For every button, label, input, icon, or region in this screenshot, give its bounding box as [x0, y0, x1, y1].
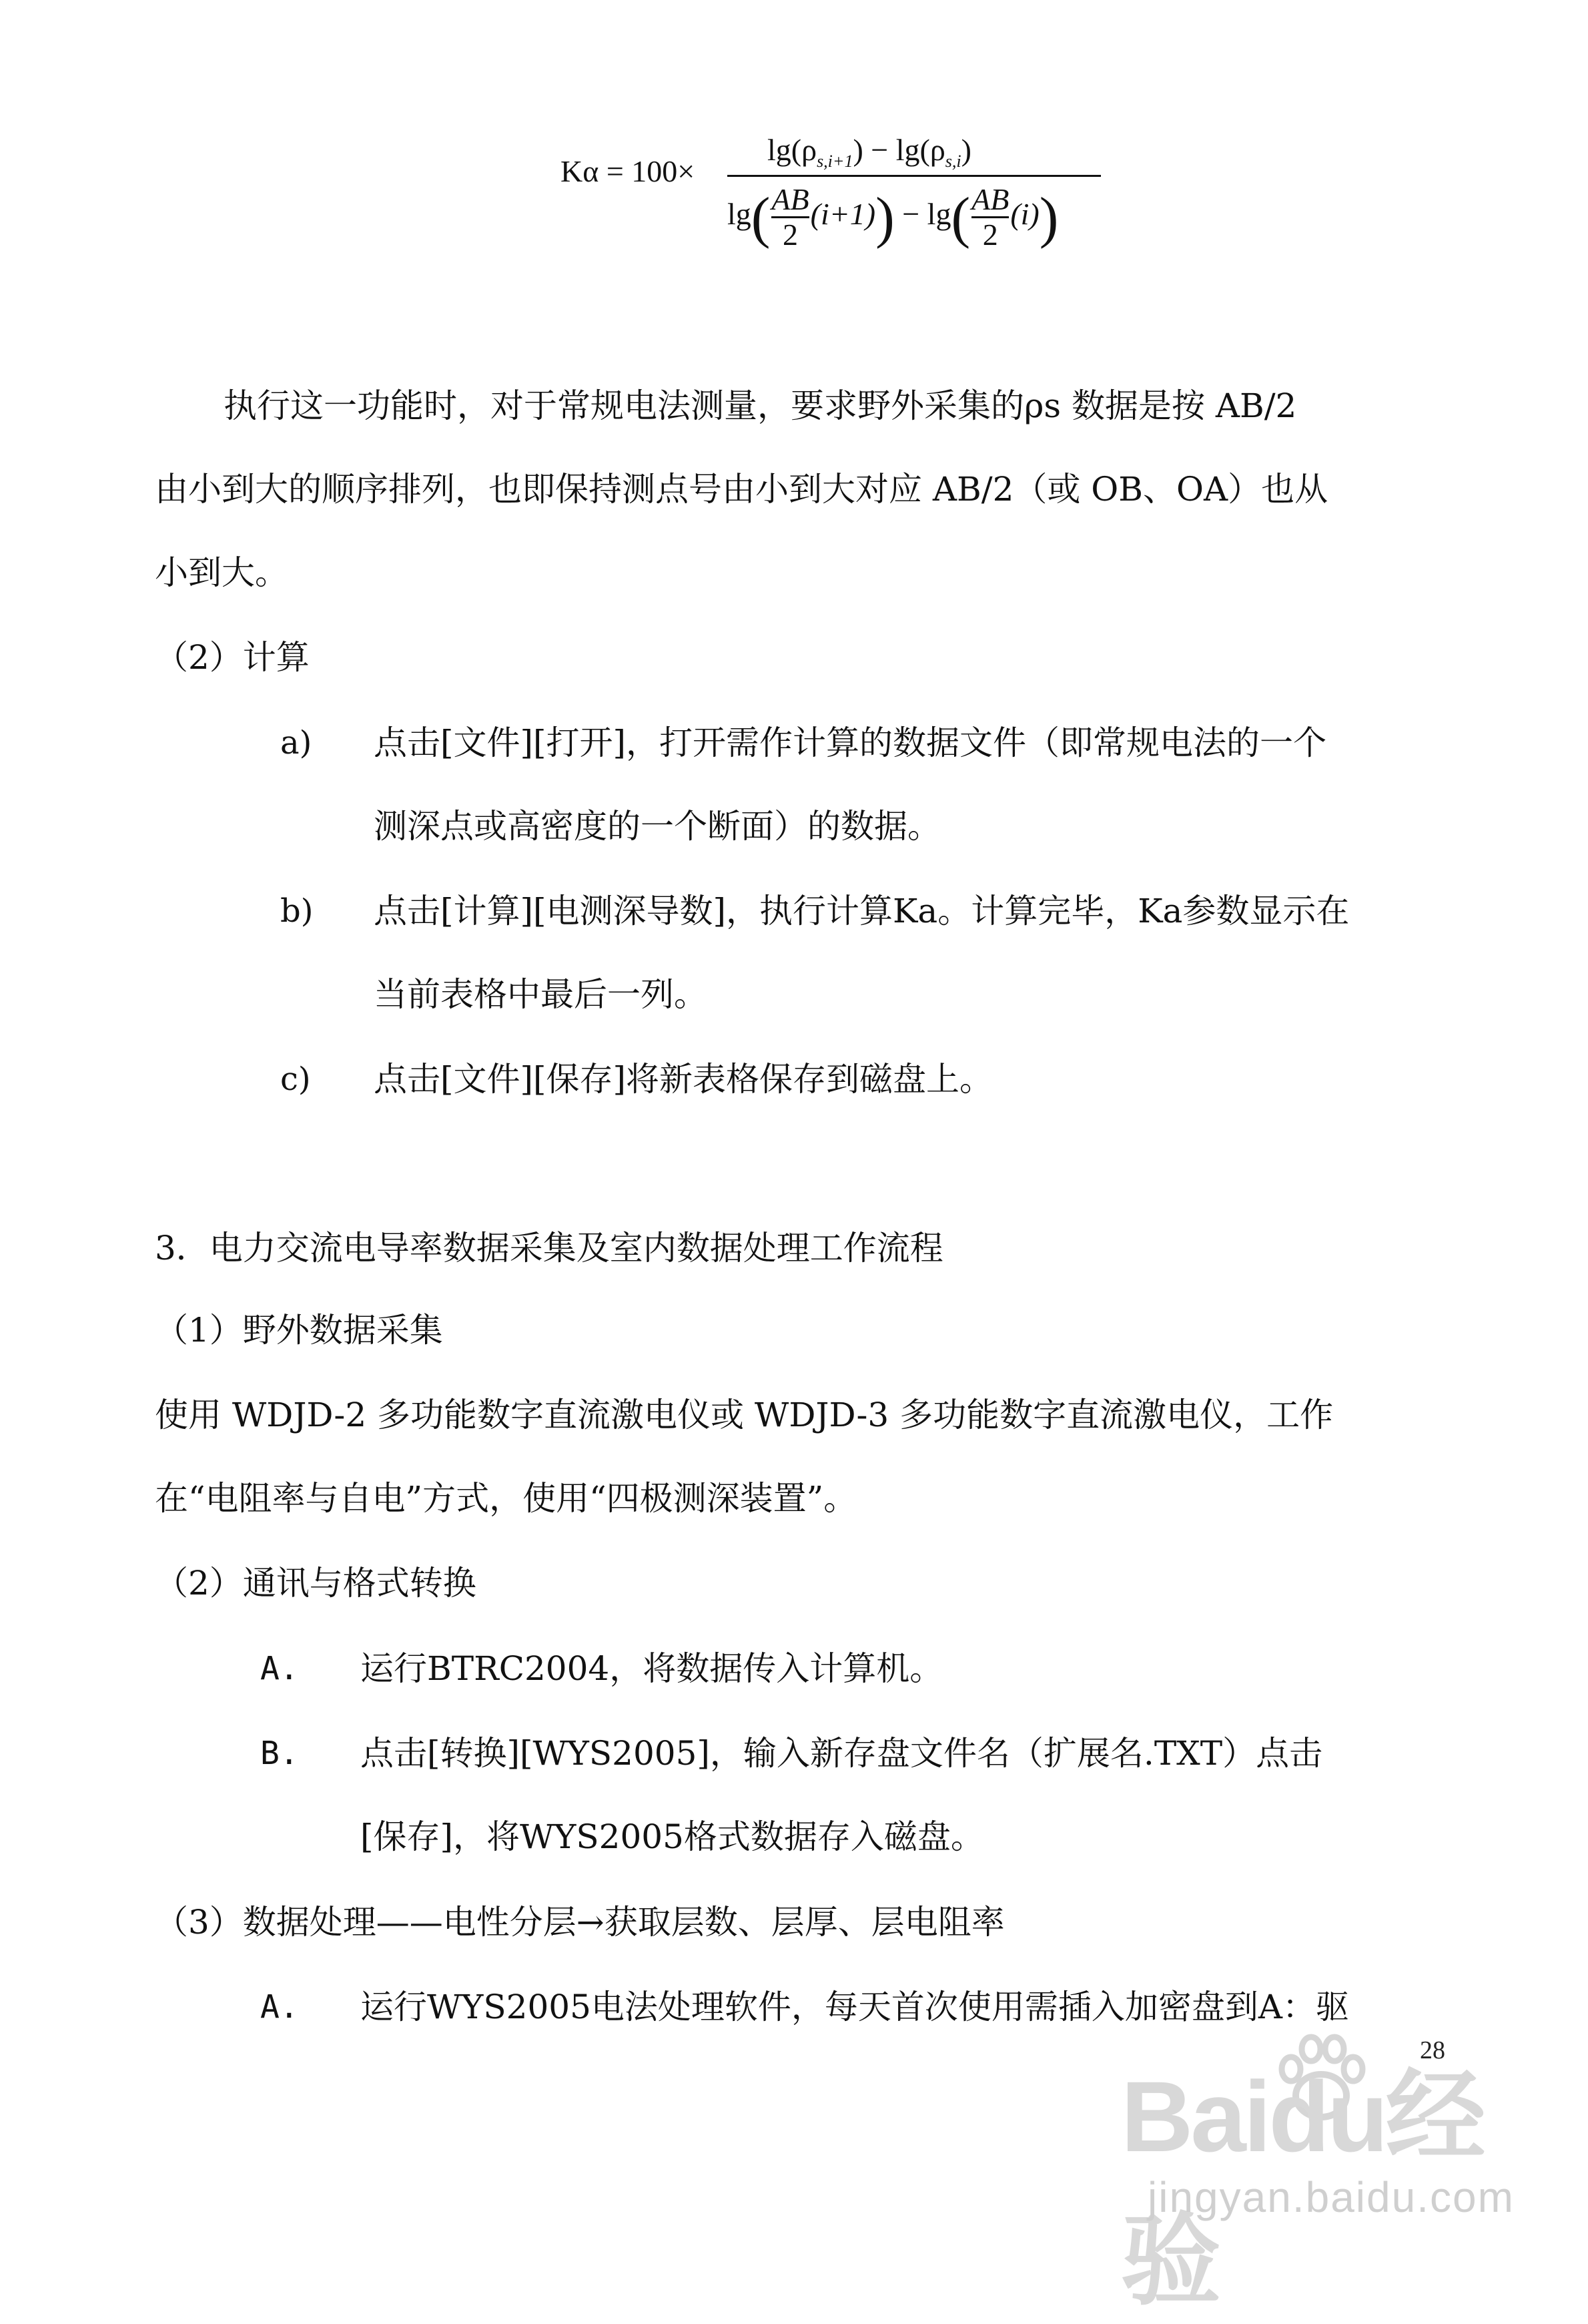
para1-line3: 小到大。 [155, 553, 288, 592]
section3-title: 3．电力交流电导率数据采集及室内数据处理工作流程 [155, 1229, 943, 1267]
para1-line2: 由小到大的顺序排列，也即保持测点号由小到大对应 AB/2（或 OB、OA）也从 [155, 470, 1328, 509]
sub2-item-b-line1: 点击[转换][WYS2005]，输入新存盘文件名（扩展名.TXT）点击 [360, 1734, 1323, 1773]
calc-item-a-line2: 测深点或高密度的一个断面）的数据。 [374, 807, 941, 846]
calc-item-c-line1: 点击[文件][保存]将新表格保存到磁盘上。 [374, 1060, 994, 1099]
sub2-item-b-line2: [保存]，将WYS2005格式数据存入磁盘。 [360, 1817, 984, 1856]
calc-item-b-label: b) [280, 892, 314, 930]
para1-line1: 执行这一功能时，对于常规电法测量，要求野外采集的ρs 数据是按 AB/2 [224, 386, 1297, 425]
formula-lhs: Kα = 100× [560, 154, 695, 188]
den-ab-frac-2: $\frac{AB}{2}$ [971, 182, 1010, 252]
calc-item-c-label: c) [280, 1061, 311, 1098]
den-arg-2: (i) [1010, 197, 1040, 232]
num-sub-b: s,i [945, 152, 961, 172]
sub3-item-a-label: A. [260, 1988, 299, 2026]
den-ab-frac-1: $\frac{AB}{2}$ [771, 182, 809, 252]
watermark-logo: Baidu经验 [1121, 2060, 1483, 2317]
formula-numerator [767, 132, 971, 172]
ka-formula [560, 113, 1094, 267]
sub2-item-b-label: B. [260, 1735, 299, 1772]
section3-sub3: （3）数据处理——电性分层→获取层数、层厚、层电阻率 [155, 1903, 1005, 1942]
sub2-item-a-label: A. [260, 1650, 299, 1687]
calc-item-a-line1: 点击[文件][打开]，打开需作计算的数据文件（即常规电法的一个 [374, 723, 1327, 762]
calc-item-b-line2: 当前表格中最后一列。 [374, 975, 707, 1014]
sub3-item-a-line1: 运行WYS2005电法处理软件，每天首次使用需插入加密盘到A：驱 [360, 1988, 1350, 2026]
num-part-c: ) [961, 133, 971, 167]
section3-sub1-line2: 在“电阻率与自电”方式，使用“四极测深装置”。 [155, 1479, 857, 1518]
num-part-a: lg(ρ [767, 133, 817, 167]
fraction-bar [727, 175, 1101, 177]
baidu-watermark [1121, 2029, 1548, 2317]
calc-item-b-line1: 点击[计算][电测深导数]，执行计算Ka。计算完毕，Ka参数显示在 [374, 892, 1350, 930]
num-sub-a: s,i+1 [817, 152, 853, 172]
num-part-b: ) − lg(ρ [853, 133, 945, 167]
sub2-item-a-line1: 运行BTRC2004，将数据传入计算机。 [360, 1649, 943, 1688]
den-arg-1: (i+1) [810, 197, 876, 232]
watermark-url: jingyan.baidu.com [1148, 2173, 1515, 2221]
calc-heading: （2）计算 [155, 638, 310, 677]
section3-sub1: （1）野外数据采集 [155, 1311, 443, 1350]
den-minus-lg: − lg [894, 197, 951, 232]
section3-sub2: （2）通讯与格式转换 [155, 1564, 476, 1603]
formula-denominator: lg( $\frac{AB}{2}$ (i+1)) − lg( $\frac{AB}{2}$ (i)) [727, 182, 1059, 252]
section3-sub1-line1: 使用 WDJD-2 多功能数字直流激电仪或 WDJD-3 多功能数字直流激电仪，工作 [155, 1396, 1334, 1434]
page-number: 28 [1420, 2036, 1445, 2064]
calc-item-a-label: a) [280, 724, 312, 762]
den-lg-1: lg [727, 197, 751, 232]
